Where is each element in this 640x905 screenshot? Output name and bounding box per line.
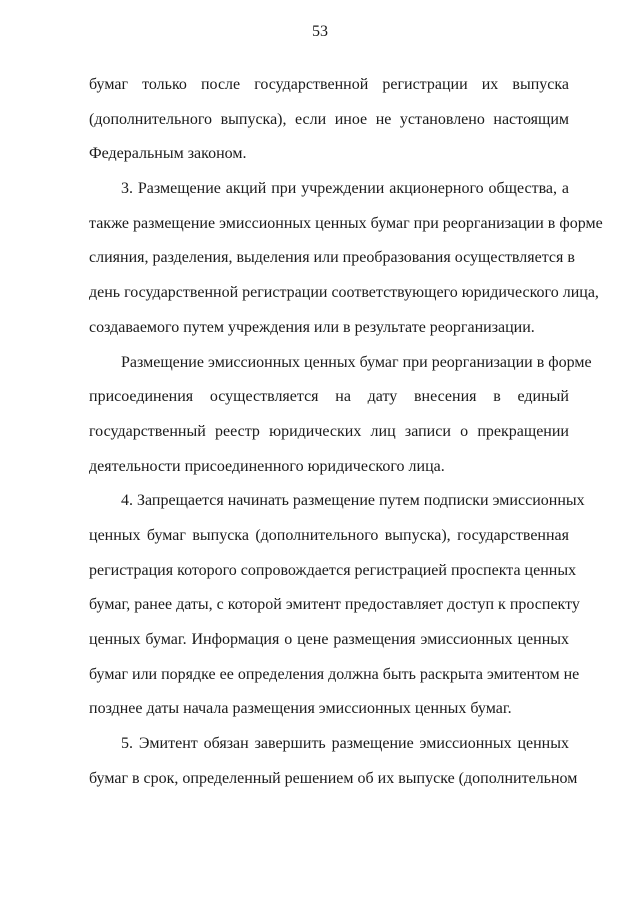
paragraph-item-3-part-2 bbox=[89, 346, 592, 485]
paragraph-item-5 bbox=[89, 727, 578, 796]
text-line: бумаг только после государственной регистрации их выпуска bbox=[89, 76, 569, 93]
text-line: деятельности присоединенного юридического лица. bbox=[89, 457, 445, 475]
text-line: (дополнительного выпуска), если иное не установлено настоящим bbox=[89, 110, 569, 128]
paragraph-item-4 bbox=[89, 484, 585, 727]
text-line: регистрация которого сопровождается регистрацией проспекта ценных bbox=[89, 561, 577, 579]
text-line: государственный реестр юридических лиц записи о прекращении bbox=[89, 422, 569, 440]
text-line: Размещение эмиссионных ценных бумаг при реорганизации в форме bbox=[121, 353, 592, 371]
document-body bbox=[89, 68, 603, 796]
page-number: 53 bbox=[312, 23, 328, 40]
text-line: также размещение эмиссионных ценных бумаг при реорганизации в форме bbox=[89, 214, 603, 232]
text-line: бумаг или порядке ее определения должна быть раскрыта эмитентом не bbox=[89, 665, 580, 683]
text-line: бумаг, ранее даты, с которой эмитент предоставляет доступ к проспекту bbox=[89, 596, 580, 614]
paragraph-item-3 bbox=[89, 172, 603, 345]
text-line: слияния, разделения, выделения или преобразования осуществляется в bbox=[89, 249, 575, 267]
text-line: позднее даты начала размещения эмиссионных ценных бумаг. bbox=[89, 700, 512, 718]
text-line: присоединения осуществляется на дату внесения в единый bbox=[89, 388, 569, 406]
text-line: 4. Запрещается начинать размещение путем подписки эмиссионных bbox=[121, 492, 585, 510]
text-line: день государственной регистрации соответствующего юридического лица, bbox=[89, 284, 599, 302]
text-line: создаваемого путем учреждения или в результате реорганизации. bbox=[89, 318, 535, 336]
text-line: 3. Размещение акций при учреждении акционерного общества, а bbox=[121, 180, 569, 198]
paragraph-continuation bbox=[89, 68, 569, 172]
text-line: бумаг в срок, определенный решением об их выпуске (дополнительном bbox=[89, 769, 578, 787]
text-line: 5. Эмитент обязан завершить размещение эмиссионных ценных bbox=[121, 735, 569, 753]
text-line: ценных бумаг. Информация о цене размещения эмиссионных ценных bbox=[89, 631, 569, 648]
text-line: Федеральным законом. bbox=[89, 145, 247, 163]
text-line: ценных бумаг выпуска (дополнительного выпуска), государственная bbox=[89, 526, 569, 544]
